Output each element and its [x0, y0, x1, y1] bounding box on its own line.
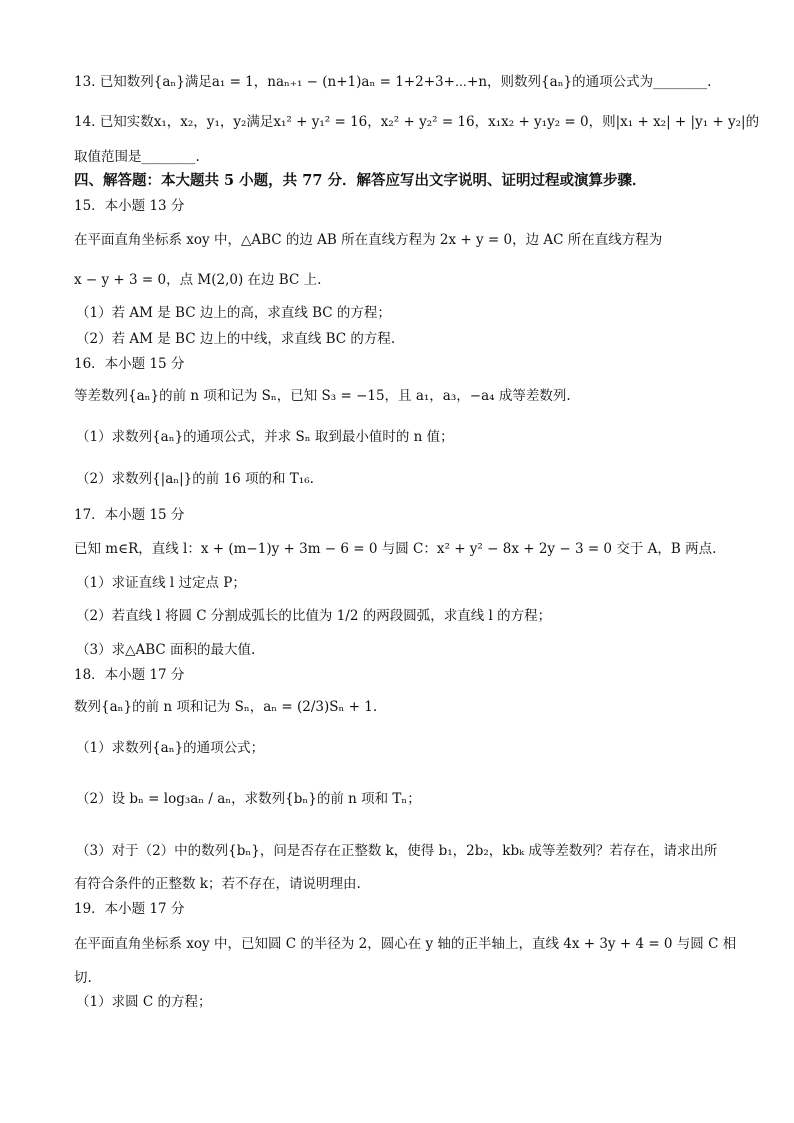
problem-17-header: 17．本小题 15 分	[74, 507, 185, 523]
problem-18-part-3-line-2: 有符合条件的正整数 k；若不存在，请说明理由.	[74, 876, 361, 892]
problem-19-header: 19．本小题 17 分	[74, 901, 185, 917]
problem-18-part-1: （1）求数列{aₙ}的通项公式；	[76, 740, 265, 756]
problem-18-part-3-line-1: （3）对于（2）中的数列{bₙ}，问是否存在正整数 k，使得 b₁，2b₂，kbₖ 成等差数列？若存在，请求出所	[76, 843, 718, 859]
problem-18-header: 18．本小题 17 分	[74, 667, 185, 683]
problem-15-stem-2: x − y + 3 = 0，点 M(2,0) 在边 BC 上.	[74, 272, 322, 288]
problem-17-stem: 已知 m∈R，直线 l：x + (m−1)y + 3m − 6 = 0 与圆 C：x² + y² − 8x + 2y − 3 = 0 交于 A，B 两点.	[74, 541, 717, 557]
problem-14-line-1: 14. 已知实数x₁，x₂，y₁，y₂满足x₁² + y₁² = 16，x₂² + y₂² = 16，x₁x₂ + y₁y₂ = 0，则|x₁ + x₂| + |y₁ + y₂|的	[74, 114, 760, 130]
problem-19-stem-1: 在平面直角坐标系 xoy 中，已知圆 C 的半径为 2，圆心在 y 轴的正半轴上，直线 4x + 3y + 4 = 0 与圆 C 相	[74, 936, 737, 952]
problem-16-part-2: （2）求数列{|aₙ|}的前 16 项的和 T₁₆.	[76, 471, 314, 487]
problem-15-header: 15．本小题 13 分	[74, 198, 185, 214]
problem-18-part-2: （2）设 bₙ = log₃aₙ / aₙ，求数列{bₙ}的前 n 项和 Tₙ；	[76, 791, 421, 807]
problem-18-stem: 数列{aₙ}的前 n 项和记为 Sₙ，aₙ = (2/3)Sₙ + 1.	[74, 699, 378, 715]
problem-14-line-2: 取值范围是________.	[74, 149, 200, 165]
problem-15-stem-1: 在平面直角坐标系 xoy 中，△ABC 的边 AB 所在直线方程为 2x + y = 0，边 AC 所在直线方程为	[74, 232, 663, 248]
problem-16-header: 16．本小题 15 分	[74, 356, 185, 372]
problem-15-part-2: （2）若 AM 是 BC 边上的中线，求直线 BC 的方程.	[76, 331, 396, 347]
problem-13: 13. 已知数列{aₙ}满足a₁ = 1，naₙ₊₁ − (n+1)aₙ = 1+2+3+⋯+n，则数列{aₙ}的通项公式为________.	[74, 74, 712, 90]
section-heading: 四、解答题：本大题共 5 小题，共 77 分．解答应写出文字说明、证明过程或演算步骤．	[74, 172, 647, 189]
problem-16-part-1: （1）求数列{aₙ}的通项公式，并求 Sₙ 取到最小值时的 n 值；	[76, 429, 454, 445]
problem-17-part-1: （1）求证直线 l 过定点 P；	[76, 575, 246, 591]
problem-17-part-3: （3）求△ABC 面积的最大值.	[76, 642, 256, 658]
problem-15-part-1: （1）若 AM 是 BC 边上的高，求直线 BC 的方程；	[76, 305, 391, 321]
problem-17-part-2: （2）若直线 l 将圆 C 分割成弧长的比值为 1/2 的两段圆弧，求直线 l 的方程；	[76, 608, 552, 624]
problem-19-stem-2: 切.	[74, 970, 92, 986]
problem-16-stem: 等差数列{aₙ}的前 n 项和记为 Sₙ，已知 S₃ = −15，且 a₁，a₃，−a₄ 成等差数列.	[74, 388, 571, 404]
problem-19-part-1: （1）求圆 C 的方程；	[76, 994, 212, 1010]
